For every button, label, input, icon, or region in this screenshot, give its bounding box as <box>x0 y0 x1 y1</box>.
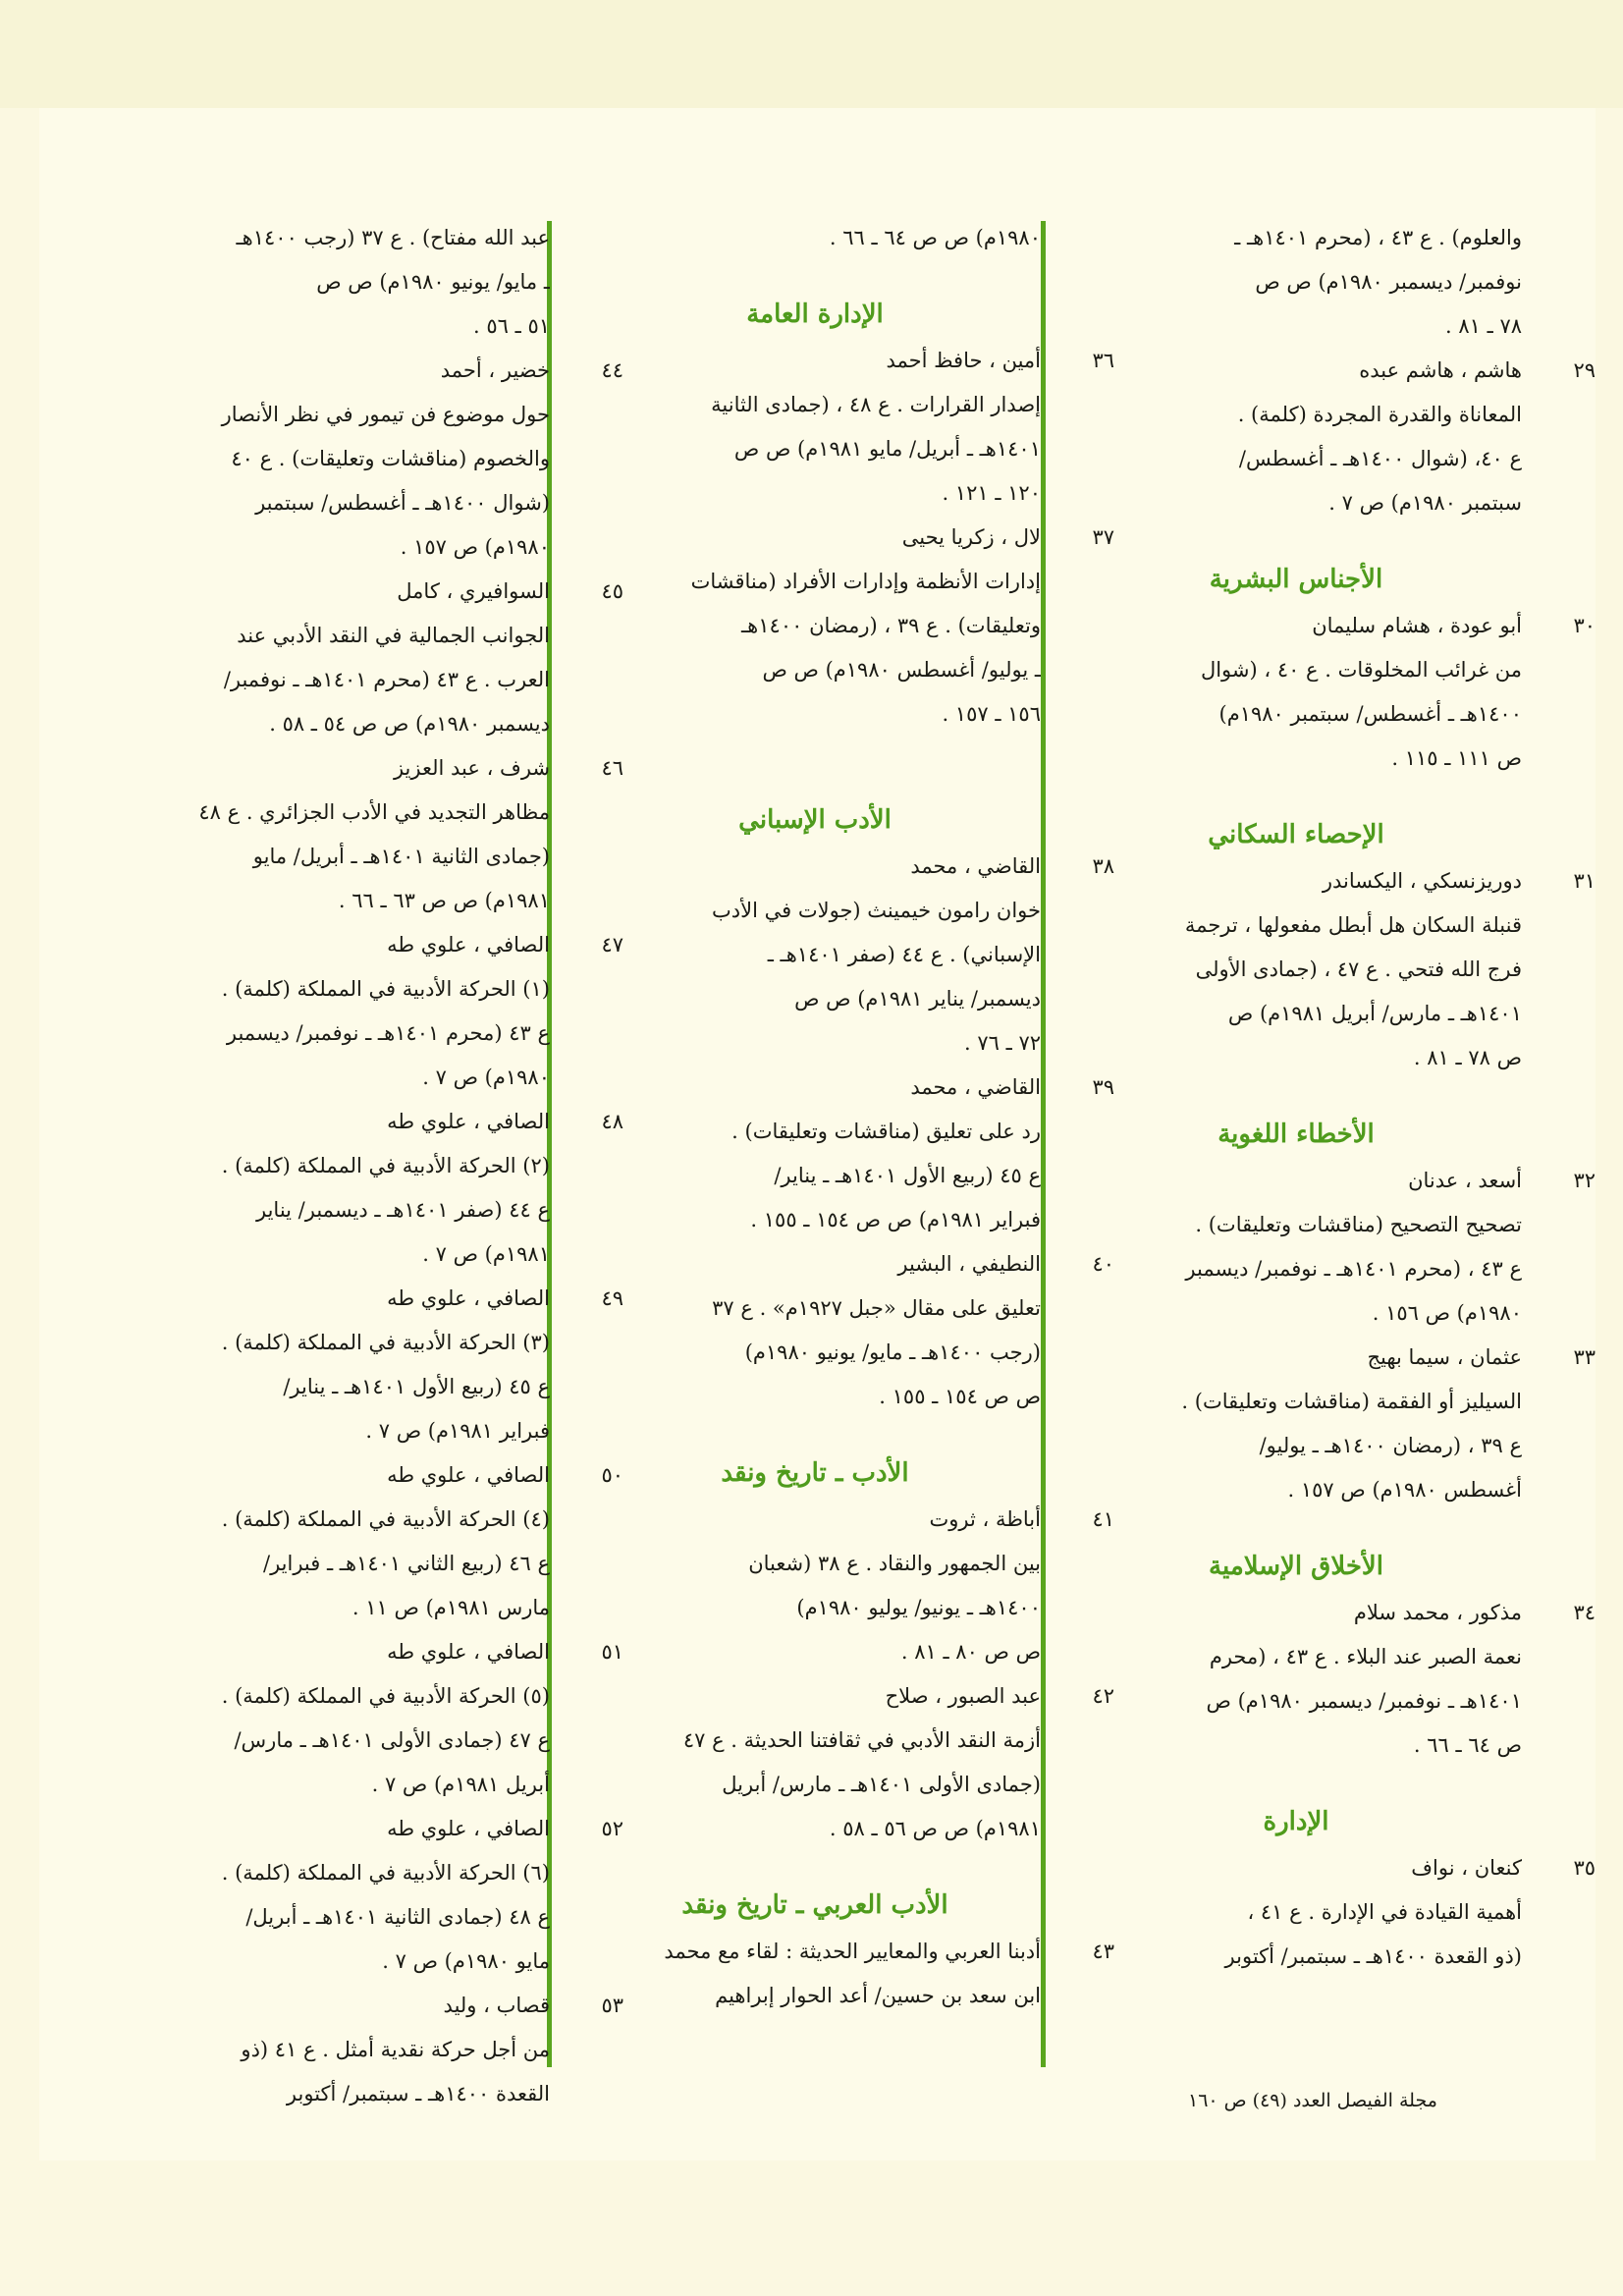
section-heading: الأدب العربي ـ تاريخ ونقد <box>681 1890 948 1920</box>
entry-line: (١) الحركة الأدبية في المملكة (كلمة) . <box>221 977 550 1001</box>
entry-36 <box>589 339 1114 516</box>
entry-44 <box>98 349 623 570</box>
entry-line: والعلوم) . ع ٤٣ ، (محرم ١٤٠١هـ ـ <box>1234 226 1522 249</box>
entry-number: ٢٩ <box>1573 358 1596 382</box>
entry-author: النطيفي ، البشير <box>897 1252 1041 1276</box>
entry-37 <box>589 516 1114 737</box>
entry-line: ع ٤٤ (صفر ١٤٠١هـ ـ ديسمبر/ يناير <box>256 1198 550 1222</box>
entry-author: القاضي ، محمد <box>910 1075 1041 1099</box>
entry-line: (جمادى الأولى ١٤٠١هـ ـ مارس/ أبريل <box>722 1773 1041 1796</box>
entry-43 <box>589 1930 1114 2018</box>
entry-line: ع ٤٣ ، (محرم ١٤٠١هـ ـ نوفمبر/ ديسمبر <box>1185 1257 1522 1281</box>
entry-42 <box>589 1674 1114 1851</box>
entry-line: المعاناة والقدرة المجردة (كلمة) . <box>1237 403 1522 426</box>
entry-line: فبراير ١٩٨١م) ص ٧ . <box>365 1419 550 1443</box>
entry-line: ١٤٠١هـ ـ نوفمبر/ ديسمبر ١٩٨٠م) ص <box>1206 1689 1522 1713</box>
entry-52 <box>98 1807 623 1984</box>
entry-author: هاشم ، هاشم عبده <box>1359 358 1522 382</box>
entry-line: فبراير ١٩٨١م) ص ص ١٥٤ ـ ١٥٥ . <box>750 1208 1041 1231</box>
entry-line: أهمية القيادة في الإدارة . ع ٤١ ، <box>1247 1900 1522 1924</box>
section-heading: الإدارة العامة <box>746 300 884 329</box>
section-heading: الأدب الإسباني <box>738 805 892 835</box>
entry-author: عثمان ، سيما بهيج <box>1367 1345 1522 1369</box>
entry-line: فرج الله فتحي . ع ٤٧ ، (جمادى الأولى <box>1195 957 1522 981</box>
entry-number: ٥١ <box>601 1640 623 1664</box>
entry-line: ١٩٨٠م) ص ص ٦٤ ـ ٦٦ . <box>829 226 1041 249</box>
entry-line: ع ٤٧ (جمادى الأولى ١٤٠١هـ ـ مارس/ <box>234 1728 550 1752</box>
entry-number: ٤٦ <box>601 756 623 780</box>
entry-line: ابن سعد بن حسين/ أعد الحوار إبراهيم <box>715 1984 1041 2007</box>
top-shade <box>0 0 1623 108</box>
entry-line: ١٩٨١م) ص ص ٥٦ ـ ٥٨ . <box>829 1817 1041 1840</box>
entry-line: ١٩٨٠م) ص ٧ . <box>422 1066 550 1089</box>
entry-line: حول موضوع فن تيمور في نظر الأنصار <box>221 403 550 426</box>
entry-number: ٤٧ <box>601 933 623 957</box>
entry-line: ٧٨ ـ ٨١ . <box>1445 314 1522 338</box>
entry-line: ١٤٠٠هـ ـ يونيو/ يوليو ١٩٨٠م) <box>796 1596 1041 1619</box>
entry-author: أسعد ، عدنان <box>1408 1169 1522 1192</box>
entry-number: ٣٥ <box>1573 1856 1596 1880</box>
entry-author: أبو عودة ، هشام سليمان <box>1312 614 1522 637</box>
entry-line: بين الجمهور والنقاد . ع ٣٨ (شعبان <box>748 1552 1041 1575</box>
entry-line: ص ٧٨ ـ ٨١ . <box>1413 1046 1522 1069</box>
entry-number: ٤٠ <box>1092 1252 1114 1276</box>
entry-41 <box>589 1498 1114 1674</box>
entry-author: الصافي ، علوي طه <box>387 1640 550 1664</box>
entry-number: ٤٩ <box>601 1286 623 1310</box>
continued-entry <box>589 216 1041 260</box>
entry-line: (٤) الحركة الأدبية في المملكة (كلمة) . <box>221 1507 550 1531</box>
entry-line: (جمادى الثانية ١٤٠١هـ ـ أبريل/ مايو <box>252 845 550 868</box>
entry-line: ص ص ٨٠ ـ ٨١ . <box>900 1640 1041 1664</box>
entry-line: من غرائب المخلوقات . ع ٤٠ ، (شوال <box>1200 658 1522 682</box>
entry-author: السوافيري ، كامل <box>397 579 550 603</box>
entry-32 <box>1070 1159 1596 1336</box>
entry-line: والخصوم (مناقشات وتعليقات) . ع ٤٠ <box>231 447 550 470</box>
entry-number: ٣٨ <box>1092 854 1114 878</box>
entry-line: ع ٤٨ (جمادى الثانية ١٤٠١هـ ـ أبريل/ <box>245 1905 550 1929</box>
entry-line: أبريل ١٩٨١م) ص ٧ . <box>371 1773 550 1796</box>
page-footer: مجلة الفيصل العدد (٤٩) ص ١٦٠ <box>1188 2090 1437 2111</box>
entry-46 <box>98 746 623 923</box>
entry-line: ١٤٠١هـ ـ أبريل/ مايو ١٩٨١م) ص ص <box>733 437 1041 461</box>
entry-line: ١٩٨٠م) ص ١٥٦ . <box>1372 1301 1522 1325</box>
entry-line: ٧٢ ـ ٧٦ . <box>964 1031 1041 1055</box>
entry-author: لال ، زكريا يحيى <box>901 525 1041 549</box>
entry-number: ٣٧ <box>1092 525 1114 549</box>
entry-line: ١٤٠١هـ ـ مارس/ أبريل ١٩٨١م) ص <box>1227 1002 1522 1025</box>
continued-entry <box>1070 216 1522 349</box>
entry-author: خضير ، أحمد <box>440 358 550 382</box>
entry-author: الصافي ، علوي طه <box>387 1817 550 1840</box>
entry-number: ٤٢ <box>1092 1684 1114 1708</box>
entry-38 <box>589 845 1114 1066</box>
entry-line: خوان رامون خيمينث (جولات في الأدب <box>712 899 1041 922</box>
entry-number: ٣٩ <box>1092 1075 1114 1099</box>
entry-author: القاضي ، محمد <box>910 854 1041 878</box>
entry-line: أغسطس ١٩٨٠م) ص ١٥٧ . <box>1287 1478 1522 1502</box>
entry-line: إصدار القرارات . ع ٤٨ ، (جمادى الثانية <box>711 393 1041 416</box>
entry-line: ١٩٨١م) ص ٧ . <box>422 1242 550 1266</box>
entry-number: ٥٢ <box>601 1817 623 1840</box>
section-heading: الأخلاق الإسلامية <box>1209 1552 1383 1581</box>
entry-number: ٣١ <box>1573 869 1596 893</box>
entry-line: (٢) الحركة الأدبية في المملكة (كلمة) . <box>221 1154 550 1177</box>
entry-line: مظاهر التجديد في الأدب الجزائري . ع ٤٨ <box>198 800 550 824</box>
entry-number: ٤٣ <box>1092 1940 1114 1963</box>
entry-number: ٣٠ <box>1573 614 1596 637</box>
entry-31 <box>1070 859 1596 1080</box>
entry-author: شرف ، عبد العزيز <box>393 756 550 780</box>
entry-line: ـ يوليو/ أغسطس ١٩٨٠م) ص ص <box>762 658 1041 682</box>
column-left <box>98 216 623 2116</box>
entry-line: من أجل حركة نقدية أمثل . ع ٤١ (ذو <box>241 2038 550 2061</box>
entry-35 <box>1070 1846 1596 1979</box>
entry-number: ٤٤ <box>601 358 623 382</box>
entry-author: أمين ، حافظ أحمد <box>886 349 1041 372</box>
entry-30 <box>1070 604 1596 781</box>
entry-author: أباظة ، ثروت <box>929 1507 1041 1531</box>
section-heading: الأدب ـ تاريخ ونقد <box>721 1458 909 1488</box>
entry-line: الإسباني) . ع ٤٤ (صفر ١٤٠١هـ ـ <box>767 943 1041 966</box>
entry-line: ص ٦٤ ـ ٦٦ . <box>1413 1733 1522 1757</box>
entry-line: تعليق على مقال «جبل ١٩٢٧م» . ع ٣٧ <box>712 1296 1041 1320</box>
entry-number: ٣٢ <box>1573 1169 1596 1192</box>
entry-line: الجوانب الجمالية في النقد الأدبي عند <box>237 624 550 647</box>
entry-line: العرب . ع ٤٣ (محرم ١٤٠١هـ ـ نوفمبر/ <box>223 668 550 691</box>
entry-line: ١٤٠٠هـ ـ أغسطس/ سبتمبر ١٩٨٠م) <box>1218 702 1522 726</box>
entry-line: ١٩٨٠م) ص ١٥٧ . <box>400 535 550 559</box>
section-heading: الإحصاء السكاني <box>1208 820 1384 849</box>
entry-line: أزمة النقد الأدبي في ثقافتنا الحديثة . ع ٤٧ <box>682 1728 1041 1752</box>
entry-number: ٣٣ <box>1573 1345 1596 1369</box>
entry-line: ص ١١١ ـ ١١٥ . <box>1391 746 1522 770</box>
entry-author: عبد الصبور ، صلاح <box>885 1684 1041 1708</box>
column-divider-right <box>1041 221 1046 2067</box>
entry-author: الصافي ، علوي طه <box>387 1110 550 1133</box>
entry-49 <box>98 1277 623 1453</box>
entry-number: ٥٠ <box>601 1463 623 1487</box>
entry-29 <box>1070 349 1596 525</box>
entry-line: قنبلة السكان هل أبطل مفعولها ، ترجمة <box>1184 913 1522 937</box>
entry-40 <box>589 1242 1114 1419</box>
entry-author: كنعان ، نواف <box>1411 1856 1522 1880</box>
entry-53 <box>98 1984 623 2116</box>
entry-line: إدارات الأنظمة وإدارات الأفراد (مناقشات <box>690 570 1041 593</box>
entry-line: ١٩٨١م) ص ص ٦٣ ـ ٦٦ . <box>338 889 550 912</box>
entry-line: (ذو القعدة ١٤٠٠هـ ـ سبتمبر/ أكتوبر <box>1224 1944 1522 1968</box>
entry-number: ٣٦ <box>1092 349 1114 372</box>
entry-line: (رجب ١٤٠٠هـ ـ مايو/ يونيو ١٩٨٠م) <box>744 1340 1041 1364</box>
entry-34 <box>1070 1591 1596 1768</box>
entry-51 <box>98 1630 623 1807</box>
entry-line: ديسمبر ١٩٨٠م) ص ص ٥٤ ـ ٥٨ . <box>269 712 550 736</box>
entry-50 <box>98 1453 623 1630</box>
entry-line: ٥١ ـ ٥٦ . <box>473 314 550 338</box>
entry-author: الصافي ، علوي طه <box>387 933 550 957</box>
entry-line: ع ٤٥ (ربيع الأول ١٤٠١هـ ـ يناير/ <box>774 1164 1041 1187</box>
entry-number: ٤٨ <box>601 1110 623 1133</box>
entry-line: ـ مايو/ يونيو ١٩٨٠م) ص ص <box>316 270 550 294</box>
entry-line: القعدة ١٤٠٠هـ ـ سبتمبر/ أكتوبر <box>286 2082 550 2105</box>
entry-line: نوفمبر/ ديسمبر ١٩٨٠م) ص ص <box>1255 270 1522 294</box>
entry-line: وتعليقات) . ع ٣٩ ، (رمضان ١٤٠٠هـ <box>741 614 1041 637</box>
entry-47 <box>98 923 623 1100</box>
entry-line: سبتمبر ١٩٨٠م) ص ٧ . <box>1328 491 1522 515</box>
entry-line: ع ٤٦ (ربيع الثاني ١٤٠١هـ ـ فبراير/ <box>263 1552 550 1575</box>
section-heading: الإدارة <box>1263 1807 1329 1836</box>
column-middle <box>589 216 1114 2018</box>
entry-number: ٣٤ <box>1573 1601 1596 1624</box>
entry-line: تصحيح التصحيح (مناقشات وتعليقات) . <box>1195 1213 1522 1236</box>
entry-line: ع ٤٠، (شوال ١٤٠٠هـ ـ أغسطس/ <box>1238 447 1522 470</box>
entry-line: مايو ١٩٨٠م) ص ٧ . <box>382 1949 550 1973</box>
entry-line: رد على تعليق (مناقشات وتعليقات) . <box>731 1120 1041 1143</box>
entry-line: مارس ١٩٨١م) ص ١١ . <box>352 1596 550 1619</box>
column-right <box>1070 216 1596 1979</box>
entry-author: الصافي ، علوي طه <box>387 1286 550 1310</box>
entry-author: دوريزنسكي ، اليكساندر <box>1322 869 1522 893</box>
entry-line: (٥) الحركة الأدبية في المملكة (كلمة) . <box>221 1684 550 1708</box>
entry-line: ع ٤٥ (ربيع الأول ١٤٠١هـ ـ يناير/ <box>283 1375 550 1398</box>
entry-line: أدبنا العربي والمعايير الحديثة : لقاء مع محمد <box>664 1940 1041 1963</box>
entry-number: ٥٣ <box>601 1994 623 2017</box>
entry-line: ديسمبر/ يناير ١٩٨١م) ص ص <box>794 987 1041 1011</box>
section-heading: الأجناس البشرية <box>1209 565 1383 594</box>
entry-line: نعمة الصبر عند البلاء . ع ٤٣ ، (محرم <box>1209 1645 1522 1668</box>
entry-line: ١٥٦ ـ ١٥٧ . <box>942 702 1041 726</box>
entry-author: الصافي ، علوي طه <box>387 1463 550 1487</box>
entry-line: السيليز أو الفقمة (مناقشات وتعليقات) . <box>1181 1390 1522 1413</box>
entry-39 <box>589 1066 1114 1242</box>
continued-entry <box>98 216 550 349</box>
entry-33 <box>1070 1336 1596 1512</box>
entry-line: عبد الله مفتاح) . ع ٣٧ (رجب ١٤٠٠هـ <box>236 226 550 249</box>
entry-line: (٣) الحركة الأدبية في المملكة (كلمة) . <box>221 1331 550 1354</box>
entry-line: (شوال ١٤٠٠هـ ـ أغسطس/ سبتمبر <box>255 491 550 515</box>
entry-number: ٤٥ <box>601 579 623 603</box>
entry-line: ع ٤٣ (محرم ١٤٠١هـ ـ نوفمبر/ ديسمبر <box>226 1021 550 1045</box>
entry-number: ٤١ <box>1092 1507 1114 1531</box>
entry-line: ص ص ١٥٤ ـ ١٥٥ . <box>879 1385 1041 1408</box>
entry-author: مذكور ، محمد سلام <box>1353 1601 1522 1624</box>
entry-author: قصاب ، وليد <box>443 1994 550 2017</box>
section-heading: الأخطاء اللغوية <box>1217 1120 1375 1149</box>
entry-line: ع ٣٩ ، (رمضان ١٤٠٠هـ ـ يوليو/ <box>1259 1434 1522 1457</box>
entry-line: ١٢٠ ـ ١٢١ . <box>942 481 1041 505</box>
entry-48 <box>98 1100 623 1277</box>
entry-45 <box>98 570 623 746</box>
entry-line: (٦) الحركة الأدبية في المملكة (كلمة) . <box>221 1861 550 1885</box>
